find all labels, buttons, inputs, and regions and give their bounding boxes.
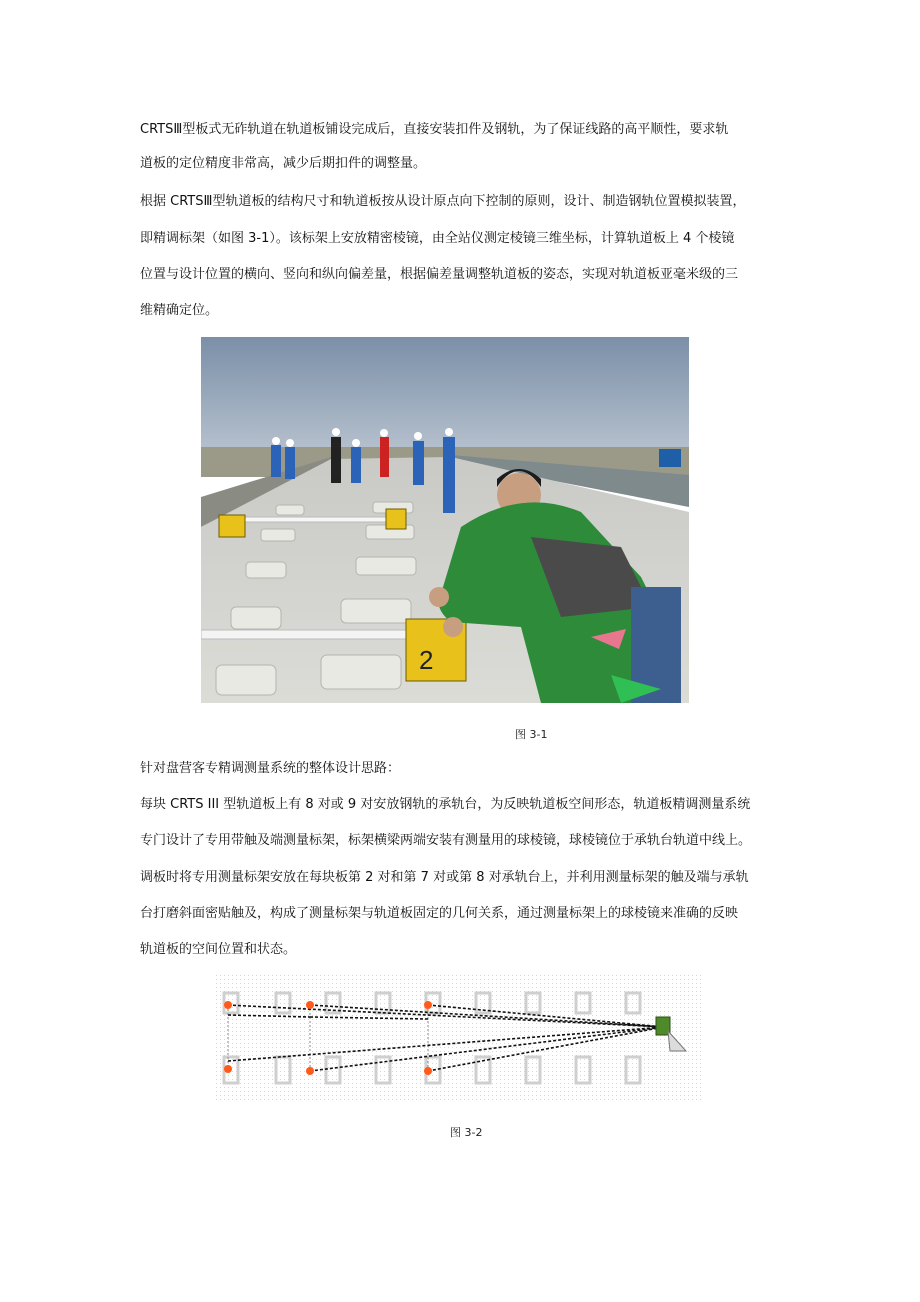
paragraph-1-line-2: 道板的定位精度非常高，减少后期扣件的调整量。 (140, 156, 427, 171)
paragraph-4-line-1: 每块 CRTS III 型轨道板上有 8 对或 9 对安放钢轨的承轨台，为反映轨道板空间形态，轨道板精调测量系统 (140, 797, 751, 812)
paragraph-2-line-3: 位置与设计位置的横向、竖向和纵向偏差量，根据偏差量调整轨道板的姿态，实现对轨道板亚毫米级的三 (140, 267, 739, 282)
figure-3-1-photo (201, 337, 689, 703)
figure-3-1-caption: 图 3-1 (515, 728, 548, 741)
paragraph-1-line-1: CRTSⅢ型板式无砟轨道在轨道板铺设完成后，直接安装扣件及钢轨，为了保证线路的高平顺性，要求轨 (140, 122, 729, 137)
paragraph-2-line-2: 即精调标架（如图 3-1）。该标架上安放精密棱镜，由全站仪测定棱镜三维坐标，计算轨道板上 4 个棱镜 (140, 231, 735, 246)
paragraph-4-line-4: 台打磨斜面密贴触及，构成了测量标架与轨道板固定的几何关系，通过测量标架上的球棱镜来准确的反映 (140, 906, 739, 921)
paragraph-4-line-2: 专门设计了专用带触及端测量标架，标架横梁两端安装有测量用的球棱镜，球棱镜位于承轨台轨道中线上。 (140, 833, 752, 848)
figure-3-2-caption: 图 3-2 (450, 1126, 483, 1139)
paragraph-4-line-5: 轨道板的空间位置和状态。 (140, 942, 297, 957)
paragraph-2-line-4: 维精确定位。 (140, 303, 219, 318)
paragraph-4-line-3: 调板时将专用测量标架安放在每块板第 2 对和第 7 对或第 8 对承轨台上，并利用测量标架的触及端与承轨 (140, 870, 749, 885)
paragraph-3: 针对盘营客专精调测量系统的整体设计思路： (140, 761, 401, 776)
paragraph-2-line-1: 根据 CRTSⅢ型轨道板的结构尺寸和轨道板按从设计原点向下控制的原则，设计、制造钢轨位置模拟装置， (140, 194, 746, 209)
figure-3-2-diagram (216, 975, 704, 1101)
frame-marker-number: 2 (419, 645, 434, 675)
